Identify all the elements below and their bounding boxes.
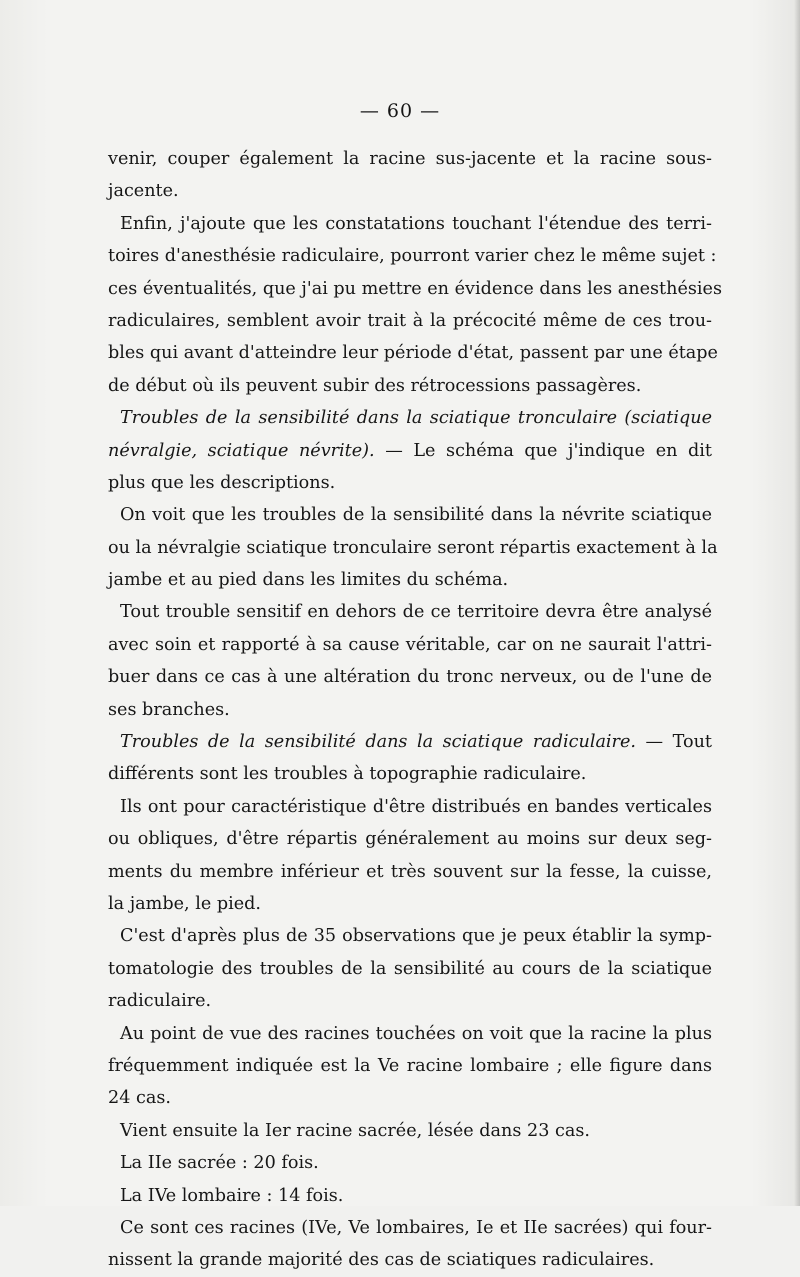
text-line: Au point de vue des racines touchées on voit que la racine la plus: [120, 1023, 712, 1044]
page-number: — 60 —: [359, 100, 441, 122]
text-line: C'est d'après plus de 35 observations que je peux établir la symp-: [120, 926, 712, 947]
text-line: ou la névralgie sciatique tronculaire seront répartis exactement à la: [108, 537, 718, 558]
text-line: Vient ensuite la Ier racine sacrée, lésée dans 23 cas.: [120, 1120, 590, 1141]
text-line: Ce sont ces racines (IVe, Ve lombaires, Ie et IIe sacrées) qui four-: [120, 1217, 712, 1238]
text-line: 24 cas.: [108, 1088, 171, 1109]
section-heading: Troubles de la sensibilité dans la sciatique tronculaire (sciatique: [120, 408, 712, 429]
text-line-rest: — Tout: [645, 732, 712, 753]
text-line: [108, 435, 712, 467]
section-heading-end: névralgie, sciatique névrite).: [108, 440, 375, 461]
body-text: [108, 143, 722, 1277]
text-line: ces éventualités, que j'ai pu mettre en évidence dans les anesthésies: [108, 278, 722, 299]
text-line: toires d'anesthésie radiculaire, pourront varier chez le même sujet :: [108, 246, 717, 267]
text-line: [108, 726, 712, 758]
text-line-rest: — Le schéma que j'indique en dit: [385, 440, 712, 461]
text-line: la jambe, le pied.: [108, 893, 261, 914]
text-line: jacente.: [108, 181, 179, 202]
text-line: buer dans ce cas à une altération du tronc nerveux, ou de l'une de: [108, 667, 712, 688]
text-line: plus que les descriptions.: [108, 472, 336, 493]
page-gutter-shadow: [794, 0, 800, 1206]
text-line: nissent la grande majorité des cas de sciatiques radiculaires.: [108, 1250, 655, 1271]
text-line: ses branches.: [108, 699, 230, 720]
text-line: La IVe lombaire : 14 fois.: [120, 1185, 344, 1206]
text-line: jambe et au pied dans les limites du schéma.: [108, 570, 509, 591]
text-line: bles qui avant d'atteindre leur période d'état, passent par une étape: [108, 343, 718, 364]
text-line: radiculaires, semblent avoir trait à la précocité même de ces trou-: [108, 310, 712, 331]
section-heading: Troubles de la sensibilité dans la sciatique radiculaire.: [120, 732, 636, 753]
text-line: de début où ils peuvent subir des rétrocessions passagères.: [108, 375, 642, 396]
text-line: Tout trouble sensitif en dehors de ce territoire devra être analysé: [120, 602, 712, 623]
text-line: Enfin, j'ajoute que les constatations touchant l'étendue des terri-: [120, 213, 712, 234]
text-line: différents sont les troubles à topographie radiculaire.: [108, 764, 587, 785]
text-line: tomatologie des troubles de la sensibilité au cours de la sciatique: [108, 958, 712, 979]
text-line: avec soin et rapporté à sa cause véritable, car on ne saurait l'attri-: [108, 634, 712, 655]
text-line: On voit que les troubles de la sensibilité dans la névrite sciatique: [120, 505, 712, 526]
text-line: ments du membre inférieur et très souvent sur la fesse, la cuisse,: [108, 861, 712, 882]
text-line: radiculaire.: [108, 991, 212, 1012]
text-line: La IIe sacrée : 20 fois.: [120, 1153, 319, 1174]
text-line: venir, couper également la racine sus-jacente et la racine sous-: [108, 149, 712, 169]
text-line: fréquemment indiquée est la Ve racine lombaire ; elle figure dans: [108, 1055, 712, 1076]
text-line: Ils ont pour caractéristique d'être distribués en bandes verticales: [120, 796, 712, 817]
text-line: ou obliques, d'être répartis généralement au moins sur deux seg-: [108, 829, 712, 850]
